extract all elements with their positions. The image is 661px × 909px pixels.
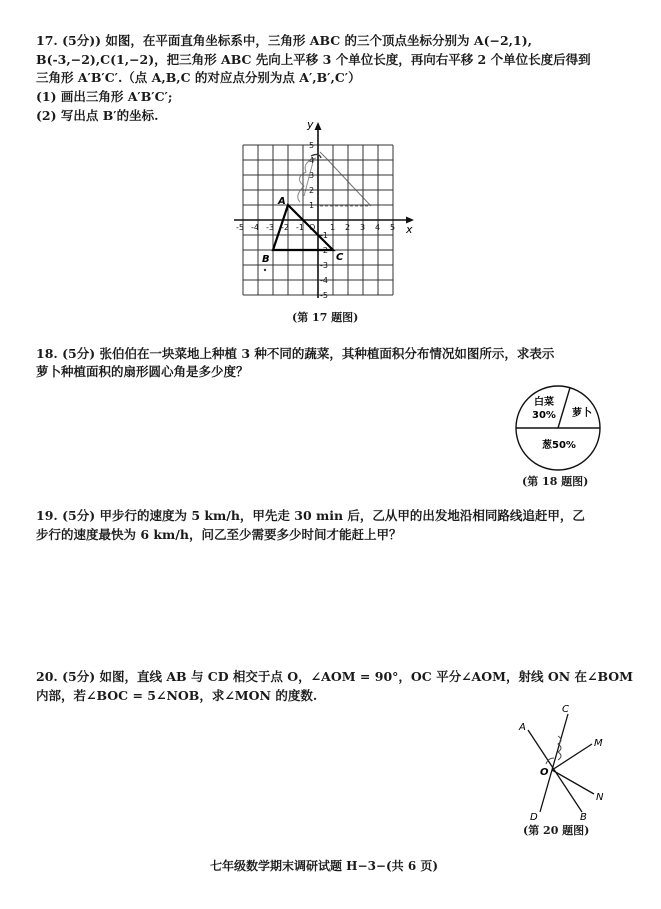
q18-pie-figure (510, 385, 606, 471)
pie-label-cabbage-pct: 30% (532, 410, 556, 421)
y-tick-label: -5 (320, 291, 328, 300)
y-tick-label: 1 (309, 201, 315, 210)
point-m-label: M (594, 738, 603, 749)
q20-caption: (第 20 题图) (523, 824, 590, 837)
q20-lines-figure (510, 700, 620, 825)
q17-sub-1: (1) 画出三角形 A′B′C′; (36, 89, 173, 104)
y-tick-label: 3 (309, 171, 315, 180)
point-a-label: A (278, 196, 286, 207)
page-footer: 七年级数学期末调研试题 H−3−(共 6 页) (210, 859, 439, 873)
point-o-label: O (540, 767, 549, 778)
q17-line-1: 17. (5分)) 如图，在平面直角坐标系中，三角形 ABC 的三个顶点坐标分别为 A(−2,1), (36, 33, 532, 48)
x-tick-label: 1 (330, 223, 336, 232)
q17-caption: (第 17 题图) (292, 311, 359, 324)
q18-caption: (第 18 题图) (522, 475, 589, 488)
point-b-label: B (580, 812, 587, 823)
x-axis-label: x (406, 223, 413, 236)
q18-line-1: 18. (5分) 张伯伯在一块菜地上种植 3 种不同的蔬菜，其种植面积分布情况如图所示，求表示 (36, 346, 555, 361)
q19-line-1: 19. (5分) 甲步行的速度为 5 km/h，甲先走 30 min 后，乙从甲的出发地沿相同路线追赶甲，乙 (36, 508, 585, 523)
x-tick-label: -5 (236, 223, 244, 232)
x-tick-label: -3 (266, 223, 274, 232)
y-tick-label: -1 (320, 231, 328, 240)
y-tick-label: -3 (320, 261, 328, 270)
point-n-label: N (596, 792, 604, 803)
point-c-label: C (562, 704, 569, 715)
x-tick-label: -4 (251, 223, 259, 232)
y-tick-label: 5 (309, 141, 315, 150)
pie-label-radish: 萝卜 (572, 408, 592, 419)
y-axis-label: y (307, 118, 314, 131)
x-tick-label: 4 (375, 223, 381, 232)
x-tick-label: -2 (281, 223, 289, 232)
x-tick-label: 5 (390, 223, 396, 232)
q19-line-2: 步行的速度最快为 6 km/h，问乙至少需要多少时间才能赶上甲？ (36, 527, 402, 542)
y-tick-label: -2 (320, 246, 328, 255)
q17-line-2: B(-3,−2),C(1,−2)，把三角形 ABC 先向上平移 3 个单位长度，再向右平移 2 个单位长度后得到 (36, 52, 591, 67)
y-tick-label: 2 (309, 186, 315, 195)
q20-line-1: 20. (5分) 如图，直线 AB 与 CD 相交于点 O，∠AOM = 90°，OC 平分∠AOM，射线 ON 在∠BOM (36, 669, 633, 684)
x-tick-label: O (309, 223, 316, 232)
q17-sub-2: (2) 写出点 B′的坐标. (36, 108, 159, 123)
point-a-label: A (519, 722, 526, 733)
y-tick-label: -4 (320, 276, 328, 285)
q20-line-2: 内部，若∠BOC = 5∠NOB，求∠MON 的度数. (36, 688, 318, 703)
pie-label-cabbage: 白菜 (534, 397, 554, 408)
q18-line-2: 萝卜种植面积的扇形圆心角是多少度？ (36, 364, 249, 379)
q17-line-3: 三角形 A′B′C′.（点 A,B,C 的对应点分别为点 A′,B′,C′） (36, 70, 361, 85)
q17-coordinate-grid-figure (228, 118, 428, 306)
point-d-label: D (530, 812, 538, 823)
point-b-label: B (262, 254, 270, 265)
x-tick-label: 2 (345, 223, 351, 232)
x-tick-label: -1 (296, 223, 304, 232)
x-tick-labels (236, 223, 395, 232)
y-tick-label: 4 (309, 156, 315, 165)
pencil-dot (264, 269, 266, 271)
x-tick-label: 3 (360, 223, 366, 232)
ray-on (552, 770, 594, 794)
pie-label-scallion: 葱50% (542, 440, 576, 451)
y-axis-arrow-icon (315, 122, 322, 130)
point-c-label: C (336, 252, 344, 263)
